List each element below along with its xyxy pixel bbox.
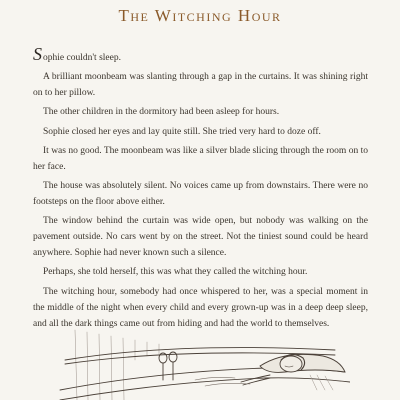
paragraph-1-text: ophie couldn't sleep. — [43, 53, 121, 63]
sleeping-girl-illustration — [55, 320, 350, 400]
paragraph-1 — [33, 44, 368, 66]
chapter-title: The Witching Hour — [118, 6, 282, 25]
paragraph-4: Sophie closed her eyes and lay quite still. She tried very hard to doze off. — [43, 126, 321, 137]
chapter-body — [33, 44, 368, 335]
paragraph-9: The witching hour, somebody had once whispered to her, was a special moment in the middle of the night when every child and every grown-up was in a deep deep sleep, and all the dark things came out from hiding and had the world to themselves. — [33, 286, 368, 329]
paragraph-7: The window behind the curtain was wide open, but nobody was walking on the pavement outside. No cars went by on the street. Not the tiniest sound could be heard anywhere. Sophie had never known such a silence. — [33, 216, 368, 259]
paragraph-3: The other children in the dormitory had been asleep for hours. — [43, 107, 280, 118]
paragraph-2: A brilliant moonbeam was slanting through a gap in the curtains. It was shining right on to her pillow. — [33, 72, 368, 99]
drop-cap-letter: S — [33, 44, 42, 64]
paragraph-8: Perhaps, she told herself, this was what they called the witching hour. — [43, 267, 308, 278]
paragraph-6: The house was absolutely silent. No voices came up from downstairs. There were no footsteps on the floor above either. — [33, 180, 368, 207]
paragraph-5: It was no good. The moonbeam was like a silver blade slicing through the room on to her face. — [33, 145, 368, 172]
